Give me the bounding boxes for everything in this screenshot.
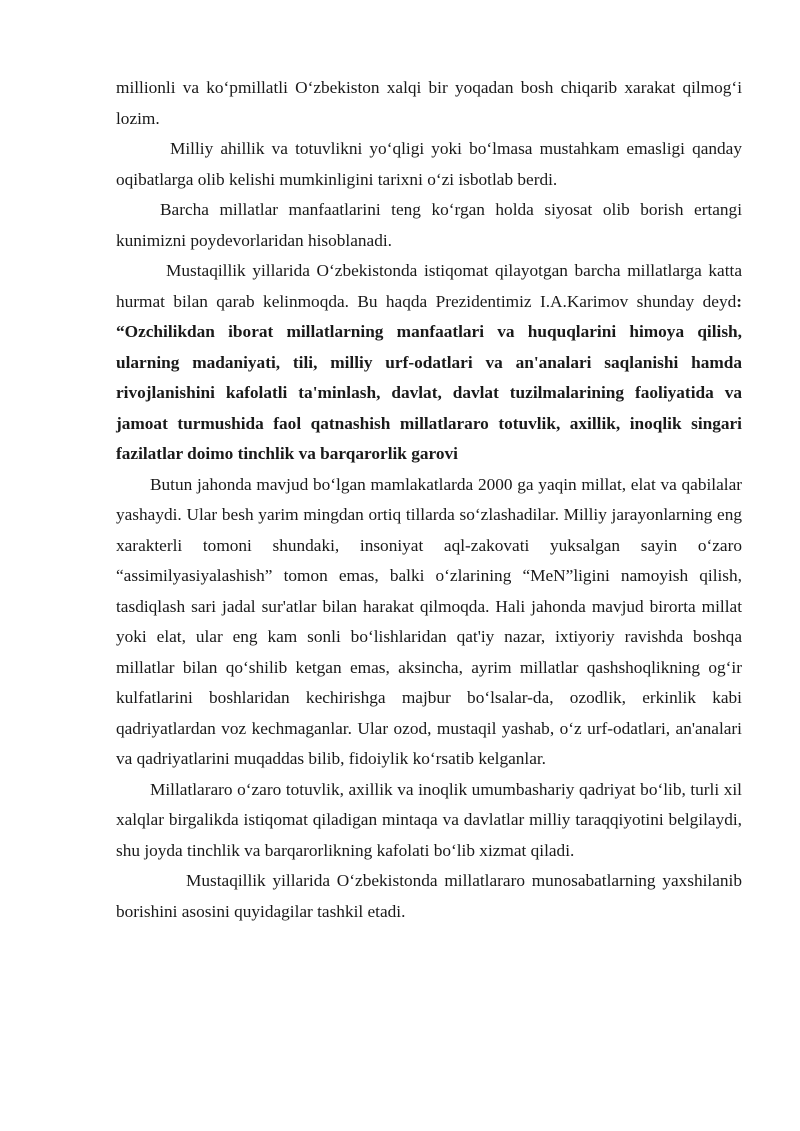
- paragraph-2: Milliy ahillik va totuvlikni yo‘qligi yoki bo‘lmasa mustahkam emasligi qanday oqibatlarga olib kelishi mumkinligini tarixni o‘zi isbotlab berdi.: [116, 139, 742, 189]
- president-quote: : “Ozchilikdan iborat millatlarning manfaatlari va huquqlarini himoya qilish, ularning madaniyati, tili, milliy urf-odatlari va an'analari saqlanishi hamda rivojlanishini kafolatli ta'minlash, davlat, davlat tuzilmalarining faoliyatida va jamoat turmushida faol qatnashish millatlararo totuvlik, axillik, inoqlik singari fazilatlar doimo tinchlik va barqarorlik garovi: [116, 291, 742, 463]
- paragraph-6: Millatlararo o‘zaro totuvlik, axillik va inoqlik umumbashariy qadriyat bo‘lib, turli xil xalqlar birgalikda istiqomat qiladigan mintaqa va davlatlar milliy taraqqiyotini belgilaydi, shu joyda tinchlik va barqarorlikning kafolati bo‘lib xizmat qiladi.: [116, 779, 742, 860]
- quote-intro-text: Mustaqillik yillarida O‘zbekistonda istiqomat qilayotgan barcha millatlarga katta hurmat bilan qarab kelinmoqda. Bu haqda Prezidentimiz I.A.Karimov shunday deyd: [116, 261, 742, 311]
- paragraph-7: Mustaqillik yillarida O‘zbekistonda millatlararo munosabatlarning yaxshilanib borishini asosini quyidagilar tashkil etadi.: [116, 871, 742, 921]
- paragraph-1: millionli va ko‘pmillatli O‘zbekiston xalqi bir yoqadan bosh chiqarib xarakat qilmog‘i lozim.: [116, 78, 742, 128]
- document-page: [116, 73, 742, 927]
- paragraph-5: Butun jahonda mavjud bo‘lgan mamlakatlarda 2000 ga yaqin millat, elat va qabilalar yashaydi. Ular besh yarim mingdan ortiq tillarda so‘zlashadilar. Milliy jarayonlarning eng xarakterli tomoni shundaki, insoniyat aql-zakovati yuksalgan sayin o‘zaro “assimilyasiyalashish” tomon emas, balki o‘zlarining “MeN”ligini namoyish qilish, tasdiqlash sari jadal sur'atlar bilan harakat qilmoqda. Hali jahonda mavjud birorta millat yoki elat, ular eng kam sonli bo‘lishlaridan qat'iy nazar, ixtiyoriy ravishda boshqa millatlar bilan qo‘shilib ketgan emas, aksincha, ayrim millatlar qashshoqlikning og‘ir kulfatlarini boshlaridan kechirishga majbur bo‘lsalar-da, ozodlik, erkinlik kabi qadriyatlardan voz kechmaganlar. Ular ozod, mustaqil yashab, o‘z urf-odatlari, an'analari va qadriyatlarini muqaddas bilib, fidoiylik ko‘rsatib kelganlar.: [116, 474, 742, 768]
- paragraph-3: Barcha millatlar manfaatlarini teng ko‘rgan holda siyosat olib borish ertangi kunimizni poydevorlaridan hisoblanadi.: [116, 200, 742, 250]
- paragraph-4-quote: [116, 256, 742, 470]
